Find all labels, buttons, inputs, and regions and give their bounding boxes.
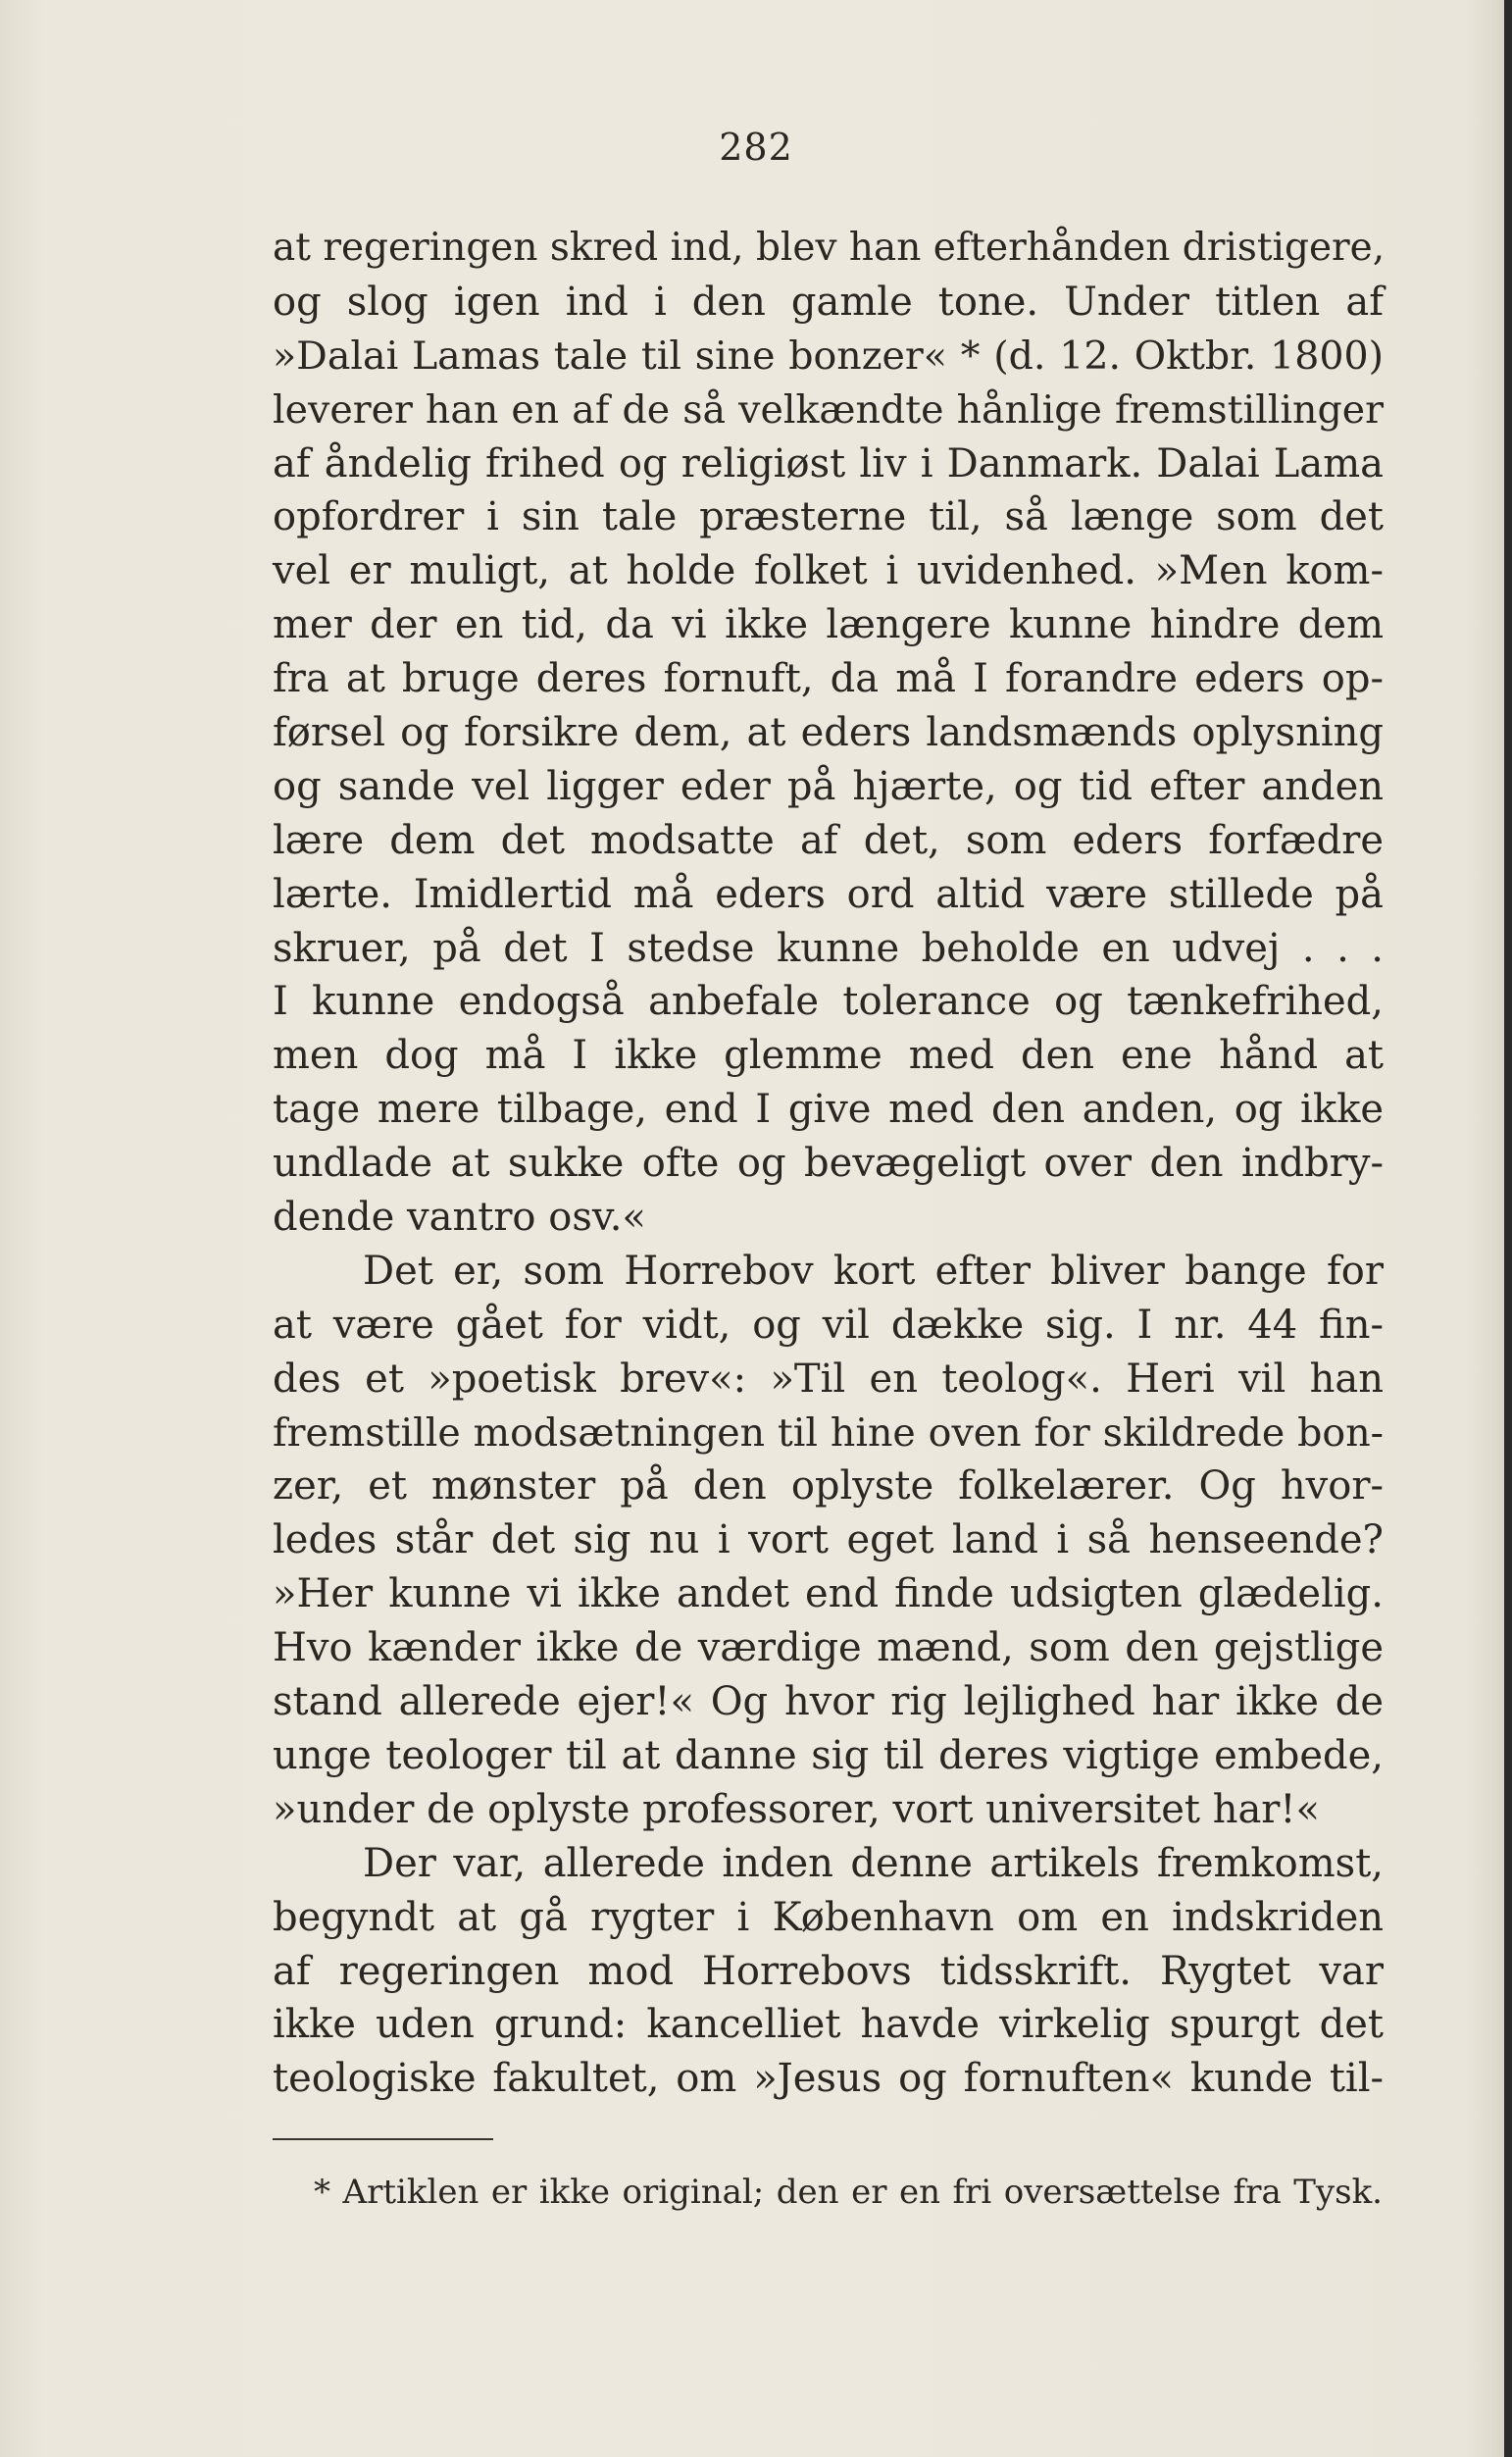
text-line: ledes står det sig nu i vort eget land i så henseende? xyxy=(273,1517,1384,1563)
text-line: og sande vel ligger eder på hjærte, og tid efter anden xyxy=(273,763,1384,809)
text-line: begyndt at gå rygter i København om en indskriden xyxy=(273,1894,1384,1940)
text-line: og slog igen ind i den gamle tone. Under titlen af xyxy=(273,279,1384,325)
text-line: »under de oplyste professorer, vort universitet har!« xyxy=(273,1786,1320,1832)
text-line: Der var, allerede inden denne artikels fremkomst, xyxy=(363,1840,1384,1886)
text-line: at regeringen skred ind, blev han efterhånden dristigere, xyxy=(273,226,1386,270)
text-line: fra at bruge deres fornuft, da må I forandre eders op- xyxy=(273,656,1384,702)
text-line: lære dem det modsatte af det, som eders forfædre xyxy=(273,817,1384,863)
text-line: af åndelig frihed og religiøst liv i Danmark. Dalai Lama xyxy=(273,440,1384,486)
text-line: undlade at sukke ofte og bevægeligt over den indbry- xyxy=(273,1141,1384,1187)
text-line: mer der en tid, da vi ikke længere kunne hindre dem xyxy=(273,602,1384,648)
text-line: teologiske fakultet, om »Jesus og fornuften« kunde til- xyxy=(273,2056,1384,2102)
text-line: I kunne endogså anbefale tolerance og tænkefrihed, xyxy=(273,979,1384,1025)
text-line: tage mere tilbage, end I give med den anden, og ikke xyxy=(273,1087,1384,1133)
text-line: stand allerede ejer!« Og hvor rig lejlighed har ikke de xyxy=(273,1679,1384,1725)
text-line: des et »poetisk brev«: »Til en teolog«. Heri vil han xyxy=(273,1356,1384,1402)
text-line: lærte. Imidlertid må eders ord altid være stillede på xyxy=(273,871,1384,917)
text-line: »Dalai Lamas tale til sine bonzer« * (d. 12. Oktbr. 1800) xyxy=(273,333,1384,379)
text-line: Det er, som Horrebov kort efter bliver bange for xyxy=(363,1248,1384,1294)
text-line: men dog må I ikke glemme med den ene hånd at xyxy=(273,1033,1384,1079)
page-number: 282 xyxy=(719,126,793,169)
text-line: skruer, på det I stedse kunne beholde en udvej . . . xyxy=(273,925,1384,971)
text-line: førsel og forsikre dem, at eders landsmænds oplysning xyxy=(273,710,1384,756)
text-line: leverer han en af de så velkændte hånlige fremstillinger xyxy=(273,386,1384,433)
text-line: unge teologer til at danne sig til deres vigtige embede, xyxy=(273,1732,1384,1778)
footnote: * Artiklen er ikke original; den er en fri oversættelse fra Tysk. xyxy=(314,2173,1383,2212)
text-line: at være gået for vidt, og vil dække sig. I nr. 44 fin- xyxy=(273,1302,1384,1348)
text-line: »Her kunne vi ikke andet end finde udsigten glædelig. xyxy=(273,1571,1384,1617)
text-line: zer, et mønster på den oplyste folkelærer. Og hvor- xyxy=(273,1463,1384,1510)
text-line: dende vantro osv.« xyxy=(273,1195,646,1241)
text-line: fremstille modsætningen til hine oven for skildrede bon- xyxy=(273,1409,1384,1456)
text-line: vel er muligt, at holde folket i uvidenhed. »Men kom- xyxy=(273,548,1384,594)
footnote-divider xyxy=(273,2138,493,2140)
text-line: opfordrer i sin tale præsterne til, så længe som det xyxy=(273,494,1384,540)
body-text xyxy=(273,222,1384,2106)
text-line: Hvo kænder ikke de værdige mænd, som den gejstlige xyxy=(273,1625,1384,1671)
text-line: ikke uden grund: kancelliet havde virkelig spurgt det xyxy=(273,2002,1384,2048)
text-line: af regeringen mod Horrebovs tidsskrift. Rygtet var xyxy=(273,1948,1384,1994)
page-edge xyxy=(1504,0,1512,2457)
